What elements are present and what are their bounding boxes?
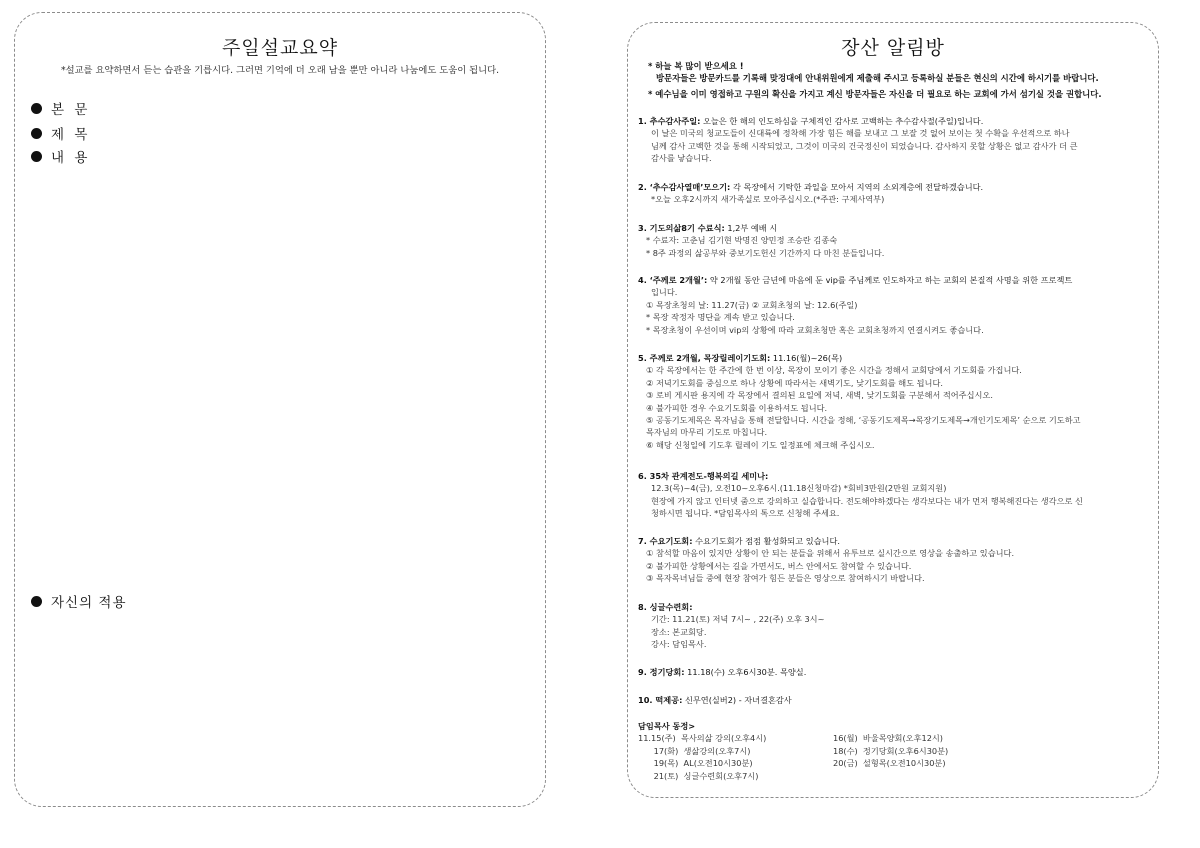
item-heading: 3. 기도의삶8기 수료식: [638, 223, 725, 233]
notice-line: * 예수님을 이미 영접하고 구원의 확신을 가지고 계신 방문자들은 자신을 더 필요로 하는 교회에 가서 섬기실 것을 권합니다. [648, 89, 1102, 99]
item-line: 장소: 본교회당. [651, 626, 707, 637]
item-heading: 5. 주께로 2개월, 목장릴레이기도회: [638, 353, 771, 363]
item-line: 12.3(목)~4(금), 오전10~오후6시.(11.18신청마감) *회비3만원(2만원 교회지원) [651, 483, 947, 494]
schedule-entry: 11.15(주) 목사의삶 강의(오후4시) [638, 733, 767, 744]
pastor-schedule-heading: 담임목사 동정> [638, 721, 696, 731]
announcement-item-6 [638, 470, 1150, 520]
schedule-entry: 17(화) 생삶강의(오후7시) [638, 745, 751, 756]
item-line: ② 불가피한 상황에서는 길을 가면서도, 버스 안에서도 참여할 수 있습니다. [646, 560, 912, 571]
sermon-notes-subtitle: *설교를 요약하면서 듣는 습관을 기릅시다. 그러면 기억에 더 오래 남을 뿐만 아니라 나눔에도 도움이 됩니다. [60, 65, 500, 76]
announcements-title: 장산 알림방 [841, 37, 945, 59]
item-line: * 목장 작정자 명단을 계속 받고 있습니다. [646, 312, 795, 323]
item-heading: 1. 추수감사주일: [638, 116, 701, 126]
bullet-application: 자신의 적용 [31, 591, 127, 611]
item-line: 현장에 가지 않고 인터넷 줌으로 강의하고 실습합니다. 전도해야하겠다는 생각보다는 내가 먼저 행복해진다는 생각으로 신 [651, 495, 1083, 506]
item-text: 약 2개월 동안 금년에 마음에 둔 vip를 주님께로 인도하자고 하는 교회의 본질적 사명을 위한 프로젝트 [707, 275, 1073, 285]
schedule-entry: 21(토) 싱글수련회(오후7시) [638, 770, 759, 781]
item-line: 입니다. [651, 287, 678, 298]
announcement-item-2 [638, 181, 1150, 206]
item-line: ② 저녁기도회를 중심으로 하나 상황에 따라서는 새벽기도, 낮기도회를 해도 됩니다. [646, 377, 943, 388]
item-heading: 9. 정기당회: [638, 667, 685, 677]
item-line: 기간: 11.21(토) 저녁 7시~ , 22(주) 오후 3시~ [651, 614, 825, 625]
announcement-item-8 [638, 601, 1150, 651]
item-text: 11.16(월)~26(목) [770, 353, 843, 363]
item-heading: 8. 싱글수련회: [638, 602, 693, 612]
item-line: * 8주 과정의 삶공부와 중보기도헌신 기간까지 다 마친 분들입니다. [646, 247, 885, 258]
item-line: 강사: 담임목사. [651, 639, 707, 650]
bullet-dot-icon [31, 596, 42, 607]
schedule-entry: 19(목) AL(오전10시30분) [638, 758, 753, 769]
item-text: 수요기도회가 점점 활성화되고 있습니다. [692, 536, 840, 546]
item-line: ⑥ 해당 신청일에 기도후 릴레이 기도 일정표에 체크해 주십시오. [646, 439, 875, 450]
item-heading: 10. 떡제공: [638, 695, 683, 705]
notice-line: 방문자들은 방문카드를 기록해 맞겅대에 안내위원에게 제출해 주시고 등록하실 분들은 현신의 시간에 하시기를 바랍니다. [656, 73, 1099, 83]
item-heading: 6. 35차 관계전도-행복의길 세미나: [638, 471, 769, 481]
item-heading: 4. ‘주께로 2개월’: [638, 275, 708, 285]
item-line: 청하시면 됩니다. *담임목사의 톡으로 신청해 주세요. [651, 508, 840, 519]
announcement-item-4 [638, 274, 1150, 336]
item-heading: 7. 수요기도회: [638, 536, 693, 546]
pastor-schedule-right [833, 732, 1033, 782]
schedule-entry: 16(월) 바울목양회(오후12시) [833, 733, 944, 744]
item-text: 1,2부 예배 시 [724, 223, 778, 233]
announcements-panel [627, 22, 1159, 798]
announcement-item-10 [638, 694, 1150, 706]
announcement-item-1 [638, 115, 1150, 165]
sermon-notes-title: 주일설교요약 [221, 37, 339, 59]
item-line: 이 날은 미국의 청교도들이 신대륙에 정착해 가장 힘든 해를 보내고 그 보잘 것 없어 보이는 첫 수확을 우선적으로 하나 [651, 128, 1070, 139]
item-line: ③ 목자목녀님들 중에 현장 참여가 힘든 분들은 영상으로 참여하시기 바랍니다. [646, 573, 925, 584]
announcement-item-7 [638, 535, 1150, 585]
item-text: 신무연(실버2) - 자녀결혼감사 [682, 695, 792, 705]
pastor-schedule [638, 720, 1150, 782]
item-text: 11.18(수) 오후6시30분. 목양실. [684, 667, 807, 677]
announcement-item-5 [638, 352, 1150, 451]
bullet-dot-icon [31, 151, 42, 162]
schedule-entry: 18(수) 정기당회(오후6시30분) [833, 745, 949, 756]
item-text: 각 목장에서 기탁한 과일을 모아서 지역의 소외계층에 전달하겠습니다. [730, 182, 984, 192]
pastor-schedule-left [638, 732, 833, 782]
pastor-schedule-grid [638, 732, 1150, 782]
announcement-item-3 [638, 222, 1150, 259]
item-line: * 수료자: 고춘님 김기현 박명진 양민정 조승란 김종숙 [646, 235, 838, 246]
item-line: * 목장초청이 우선이며 vip의 상황에 따라 교회초청만 혹은 교회초청까지 연결시켜도 좋습니다. [646, 324, 984, 335]
sermon-notes-panel [14, 12, 546, 807]
item-line: ① 각 목장에서는 한 주간에 한 번 이상, 목장이 모이기 좋은 시간을 정해서 교회당에서 기도회를 가집니다. [646, 365, 1022, 376]
item-line: ④ 불가피한 경우 수요기도회를 이용하셔도 됩니다. [646, 402, 828, 413]
notice-line: * 하늘 복 많이 받으세요 ! [648, 61, 744, 71]
item-heading: 2. ‘추수감사열매’모으기: [638, 182, 731, 192]
bullet-content: 내 용 [31, 146, 90, 166]
item-line: ① 참석할 마음이 있지만 상황이 안 되는 분들을 위해서 유투브로 실시간으로 영상을 송출하고 있습니다. [646, 548, 1015, 559]
item-line: 님께 감사 고백한 것을 통해 시작되었고, 그것이 미국의 건국정신이 되었습니다. 감사하지 못할 상황은 없고 감사가 더 큰 [651, 140, 1078, 151]
bullet-dot-icon [31, 128, 42, 139]
item-line: 목자님의 마무리 기도로 마칩니다. [646, 427, 768, 438]
item-line: *오늘 오후2시까지 새가족실로 모아주십시오.(*주관: 구제사역부) [651, 194, 885, 205]
item-line: ⑤ 공동기도제목은 목자님을 통해 전달합니다. 시간을 정해, ‘공동기도제목→목장기도제목→개인기도제목’ 순으로 기도하고 [646, 415, 1081, 426]
schedule-entry: 20(금) 설형목(오전10시30분) [833, 758, 946, 769]
item-line: ③ 로비 게시판 용지에 각 목장에서 결의된 요일에 저녁, 새벽, 낮기도회를 구분해서 적어주십시오. [646, 390, 993, 401]
announcement-item-9 [638, 666, 1150, 678]
item-line: 감사를 낳습니다. [651, 153, 712, 164]
item-line: ① 목장초청의 날: 11.27(금) ② 교회초청의 날: 12.6(주일) [646, 299, 858, 310]
bullet-dot-icon [31, 103, 42, 114]
item-text: 오늘은 한 해의 인도하심을 구체적인 감사로 고백하는 추수감사절(주일)입니다. [700, 116, 984, 126]
bullet-scripture: 본 문 [31, 98, 90, 118]
bullet-title: 제 목 [31, 123, 90, 143]
notice-block [648, 60, 1148, 100]
